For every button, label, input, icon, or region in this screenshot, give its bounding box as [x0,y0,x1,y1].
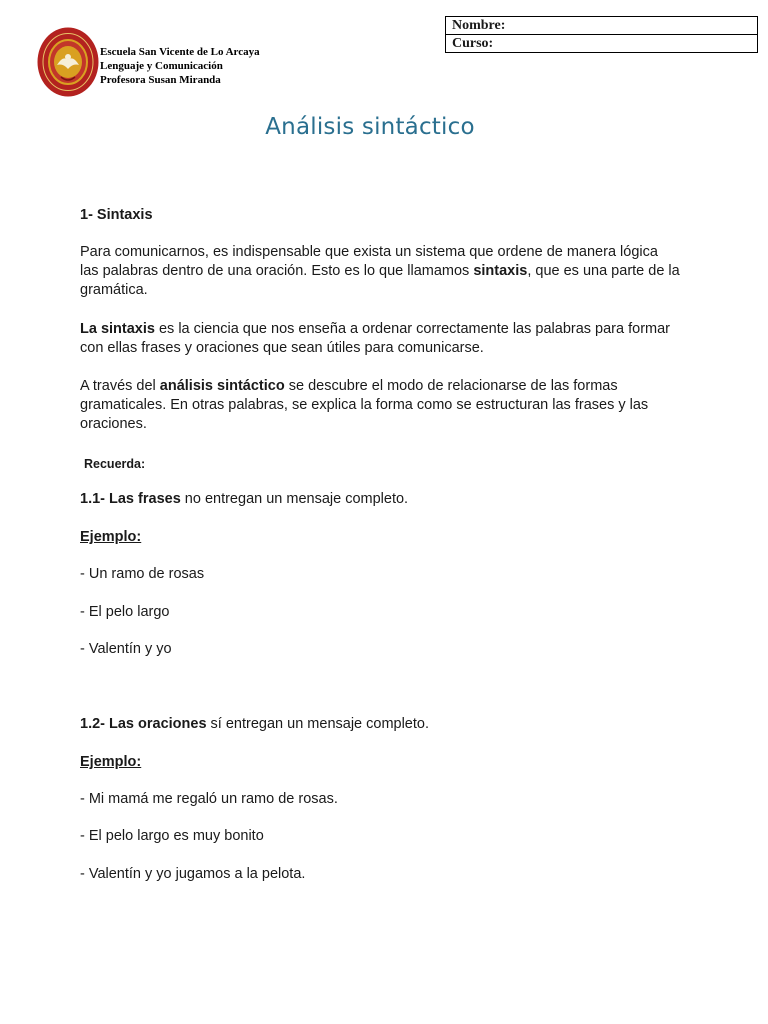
school-name: Escuela San Vicente de Lo Arcaya [100,46,260,58]
section-heading-sintaxis: 1- Sintaxis [80,207,153,223]
paragraph-sintaxis-definition: La sintaxis es la ciencia que nos enseña a ordenar correctamente las palabras para formar con ellas frases y oraciones que sean útiles para comunicarse. [80,321,670,356]
paragraph-analisis: A través del análisis sintáctico se descubre el modo de relacionarse de las formas gramaticales. En otras palabras, se explica la forma como se estructuran las frases y las oraciones. [80,378,649,432]
teacher-name: Profesora Susan Miranda [100,74,221,86]
page-title: Análisis sintáctico [265,114,475,140]
frases-ejemplo-label: Ejemplo: [80,529,142,545]
list-item: - Un ramo de rosas [80,566,205,582]
list-item: - El pelo largo [80,604,170,620]
student-info-box [445,16,758,53]
school-crest-icon [37,27,99,97]
list-item: - Mi mamá me regaló un ramo de rosas. [80,791,338,807]
list-item: - El pelo largo es muy bonito [80,828,264,844]
curso-field[interactable]: Curso: [446,34,757,52]
paragraph-sintaxis-intro: Para comunicarnos, es indispensable que exista un sistema que ordene de manera lógica las palabras dentro de una oración. Esto es lo que llamamos sintaxis, que es una parte de la gramática. [80,244,680,298]
oraciones-ejemplo-label: Ejemplo: [80,754,142,770]
subject-name: Lenguaje y Comunicación [100,60,223,72]
list-item: - Valentín y yo [80,641,172,657]
nombre-field[interactable]: Nombre: [452,18,506,33]
recuerda-label: Recuerda: [84,457,146,471]
school-info [100,45,260,87]
oraciones-rule: 1.2- Las oraciones sí entregan un mensaje completo. [80,716,429,732]
list-item: - Valentín y yo jugamos a la pelota. [80,866,306,882]
frases-rule: 1.1- Las frases no entregan un mensaje completo. [80,491,409,507]
